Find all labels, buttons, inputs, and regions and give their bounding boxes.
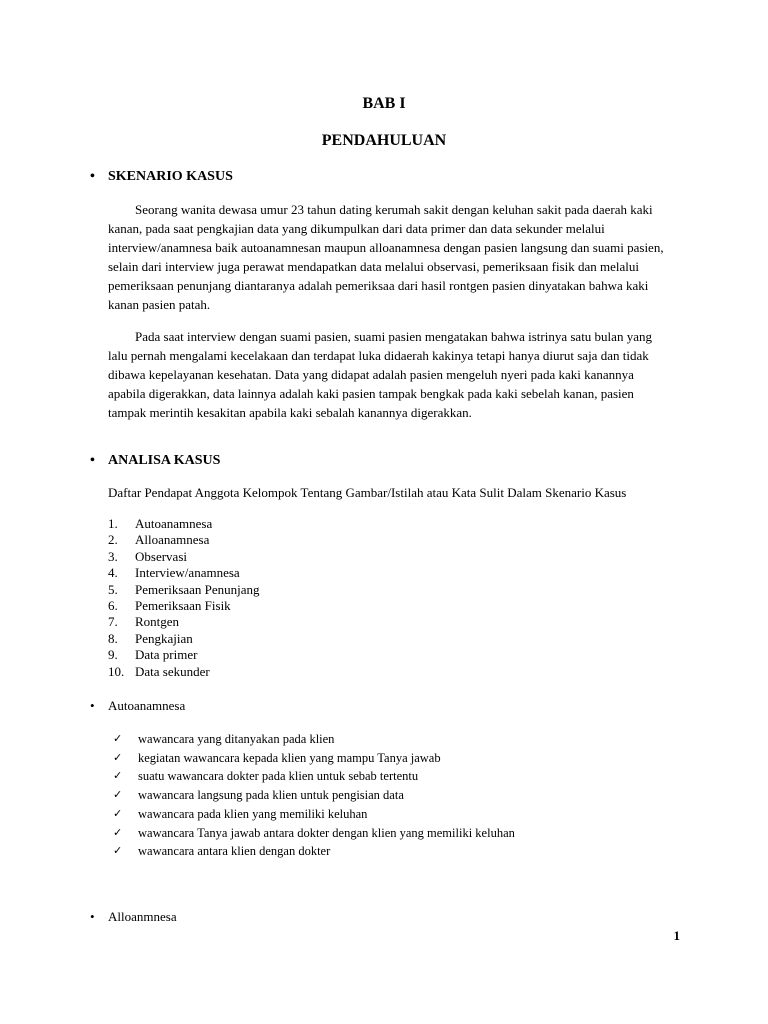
list-item-text: wawancara Tanya jawab antara dokter dengan klien yang memiliki keluhan [138,825,515,840]
list-number: 3. [108,548,118,564]
section-heading-label: SKENARIO KASUS [108,169,233,184]
list-number: 1. [108,516,118,531]
checkmark-icon: ✓ [113,825,123,839]
list-item [113,767,515,786]
list-item [108,549,260,565]
bullet-icon: • [90,698,95,713]
checkmark-icon: ✓ [113,788,123,802]
list-item [108,516,260,532]
section-heading-label: ANALISA KASUS [108,453,221,468]
checkmark-icon: ✓ [113,806,123,820]
list-item-text: wawancara antara klien dengan dokter [138,844,331,859]
list-number: 10. [108,663,125,679]
list-item-text: Rontgen [135,614,180,630]
list-item-text: Pemeriksaan Penunjang [135,581,260,597]
list-item [108,664,260,680]
list-item [113,824,515,843]
checkmark-icon: ✓ [113,844,123,858]
list-item-text: wawancara yang ditanyakan pada klien [138,732,335,746]
subheading-label: Autoanamnesa [108,698,186,713]
list-item [113,749,515,768]
list-item [108,532,260,548]
list-item-text: wawancara langsung pada klien untuk pengisian data [138,788,404,803]
list-number: 7. [108,614,118,630]
list-item [108,598,260,614]
subheading-label: Alloanmnesa [108,909,177,924]
subheading-autoanamnesa [90,697,185,715]
checkmark-icon: ✓ [113,732,123,745]
list-number: 8. [108,630,118,646]
list-item-text: Pemeriksaan Fisik [135,598,231,614]
list-item [108,565,260,581]
list-number: 4. [108,565,118,581]
list-number: 9. [108,647,118,663]
list-item-text: suatu wawancara dokter pada klien untuk sebab tertentu [138,769,419,784]
bullet-icon: • [90,453,95,468]
subheading-alloanamnesa [90,908,177,926]
opinions-list [113,730,515,861]
list-item-text: Data primer [135,647,198,663]
list-item-text: Pengkajian [135,630,193,646]
list-item [113,805,515,824]
list-item-text: kegiatan wawancara kepada klien yang mampu Tanya jawab [138,750,441,765]
chapter-number: BAB I [362,95,406,112]
bullet-icon: • [90,909,95,924]
list-item [108,647,260,663]
list-item-text: Observasi [135,548,187,564]
list-item [108,614,260,630]
terms-list [108,516,260,680]
list-item [113,842,515,861]
section-heading-skenario [90,168,233,186]
list-item-text: Data sekunder [135,663,210,679]
list-item [108,582,260,598]
list-item-text: Interview/anamnesa [135,565,240,581]
analisa-intro: Daftar Pendapat Anggota Kelompok Tentang Gambar/Istilah atau Kata Sulit Dalam Skenario Kasus [108,485,627,500]
list-item [113,786,515,805]
list-item [113,730,515,749]
list-item-text: Autoanamnesa [135,516,213,531]
list-item-text: Alloanamnesa [135,532,210,548]
paragraph: Seorang wanita dewasa umur 23 tahun dating kerumah sakit dengan keluhan sakit pada daerah kaki kanan, pada saat pengkajian data yang dikumpulkan dari data primer dan data sekunder melalui interview/anamnesa baik autoanamnesan maupun alloanamnesa dengan pasien langsung dan suami pasien, selain dari interview juga perawat mendapatkan data melalui observasi, pemeriksaan fisik dan melalui pemeriksaan penunjang diantaranya adalah pemeriksaa dari hasil rontgen pasien dinyatakan bahwa kaki kanan pasien patah. [108,202,664,312]
page-number: 1 [673,928,680,943]
list-number: 5. [108,581,118,597]
checkmark-icon: ✓ [113,750,123,764]
chapter-title: PENDAHULUAN [321,132,447,149]
list-item-text: wawancara pada klien yang memiliki keluhan [138,806,368,821]
checkmark-icon: ✓ [113,769,123,783]
list-number: 6. [108,598,118,614]
list-number: 2. [108,532,118,548]
list-item [108,631,260,647]
bullet-icon: • [90,169,95,184]
section-heading-analisa [90,452,220,470]
paragraph: Pada saat interview dengan suami pasien, suami pasien mengatakan bahwa istrinya satu bulan yang lalu pernah mengalami kecelakaan dan terdapat luka didaerah kakinya tetapi hanya diurut saja dan tidak dibawa kepelayanan kesehatan. Data yang didapat adalah pasien mengeluh nyeri pada kaki kanannya apabila digerakkan, data lainnya adalah kaki pasien tampak bengkak pada kaki sebelah kanan, pasien tampak merintih kesakitan apabila kaki sebalah kanannya digerakkan. [108,329,652,420]
